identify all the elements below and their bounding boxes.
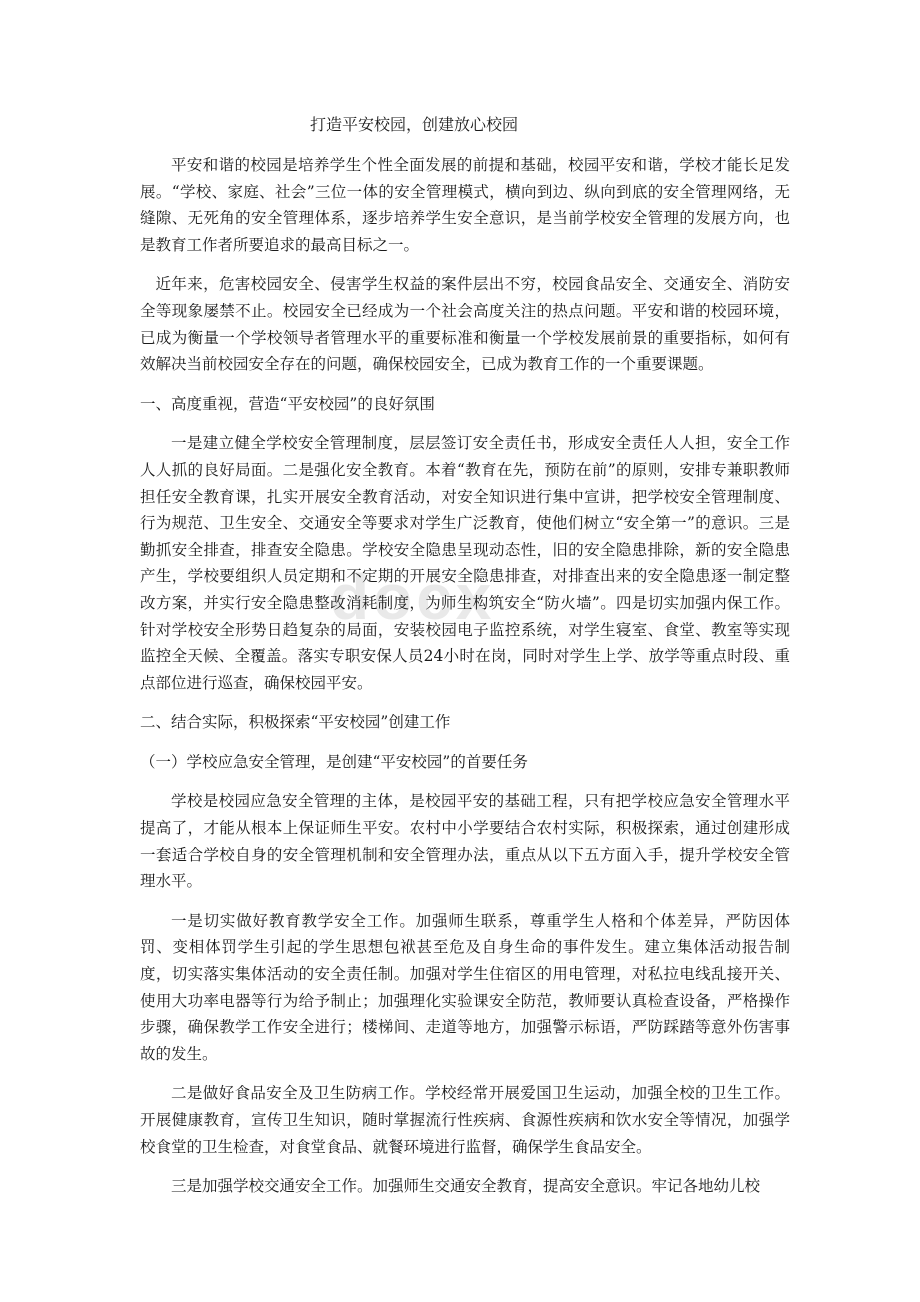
- paragraph-subsection-1: 学校是校园应急安全管理的主体，是校园平安的基础工程，只有把学校应急安全管理水平提高了，才能从根本上保证师生平安。农村中小学要结合农村实际，积极探索，通过创建形成一套适合学校自身的安全管理机制和安全管理办法，重点从以下五方面入手，提升学校安全管理水平。: [140, 792, 790, 891]
- document-title: 打造平安校园，创建放心校园: [310, 115, 519, 134]
- paragraph-section-1: 一是建立健全学校安全管理制度，层层签订安全责任书，形成安全责任人人担，安全工作人人抓的良好局面。二是强化安全教育。本着“教育在先，预防在前”的原则，安排专兼职教师担任安全教育课，扎实开展安全教育活动，对安全知识进行集中宣讲，把学校安全管理制度、行为规范、卫生安全、交通安全等要求对学生广泛教育，使他们树立“安全第一”的意识。三是勤抓安全排查，排查安全隐患。学校安全隐患呈现动态性，旧的安全隐患排除，新的安全隐患产生，学校要组织人员定期和不定期的开展安全隐患排查，对排查出来的安全隐患逐一制定整改方案，并实行安全隐患整改消耗制度，为师生构筑安全“防火墙”。四是切实加强内保工作。针对学校安全形势日趋复杂的局面，安装校园电子监控系统，对学生寝室、食堂、教室等实现监控全天候、全覆盖。落实专职安保人员24小时在岗，同时对学生上学、放学等重点时段、重点部位进行巡查，确保校园平安。: [140, 434, 790, 692]
- paragraph-background: 近年来，危害校园安全、侵害学生权益的案件层出不穷，校园食品安全、交通安全、消防安全等现象屡禁不止。校园安全已经成为一个社会高度关注的热点问题。平安和谐的校园环境，已成为衡量一个学校领导者管理水平的重要标准和衡量一个学校发展前景的重要指标，如何有效解决当前校园安全存在的问题，确保校园安全，已成为教育工作的一个重要课题。: [140, 275, 790, 374]
- document-body: [140, 112, 790, 1213]
- paragraph-intro: 平安和谐的校园是培养学生个性全面发展的前提和基础，校园平安和谐，学校才能长足发展。“学校、家庭、社会”三位一体的安全管理模式，横向到边、纵向到底的安全管理网络，无缝隙、无死角的安全管理体系，逐步培养学生安全意识，是当前学校安全管理的发展方向，也是教育工作者所要追求的最高目标之一。: [140, 156, 790, 254]
- paragraph-food-safety: 二是做好食品安全及卫生防病工作。学校经常开展爱国卫生运动，加强全校的卫生工作。开展健康教育，宣传卫生知识，随时掌握流行性疾病、食源性疾病和饮水安全等情况，加强学校食堂的卫生检查，对食堂食品、就餐环境进行监督，确保学生食品安全。: [140, 1084, 790, 1156]
- subsection-heading-1: （一）学校应急安全管理，是创建“平安校园”的首要任务: [140, 752, 528, 771]
- paragraph-teaching-safety: 一是切实做好教育教学安全工作。加强师生联系，尊重学生人格和个体差异，严防因体罚、变相体罚学生引起的学生思想包袱甚至危及自身生命的事件发生。建立集体活动报告制度，切实落实集体活动的安全责任制。加强对学生住宿区的用电管理，对私拉电线乱接开关、使用大功率电器等行为给予制止；加强理化实验课安全防范，教师要认真检查设备，严格操作步骤，确保教学工作安全进行；楼梯间、走道等地方，加强警示标语，严防踩踏等意外伤害事故的发生。: [140, 911, 790, 1063]
- section-heading-1: 一、高度重视，营造“平安校园”的良好氛围: [140, 394, 435, 413]
- section-heading-2: 二、结合实际，积极探索“平安校园”创建工作: [140, 713, 451, 732]
- watermark: docx: [330, 561, 496, 633]
- paragraph-traffic-safety: 三是加强学校交通安全工作。加强师生交通安全教育，提高安全意识。牢记各地幼儿校: [171, 1177, 761, 1196]
